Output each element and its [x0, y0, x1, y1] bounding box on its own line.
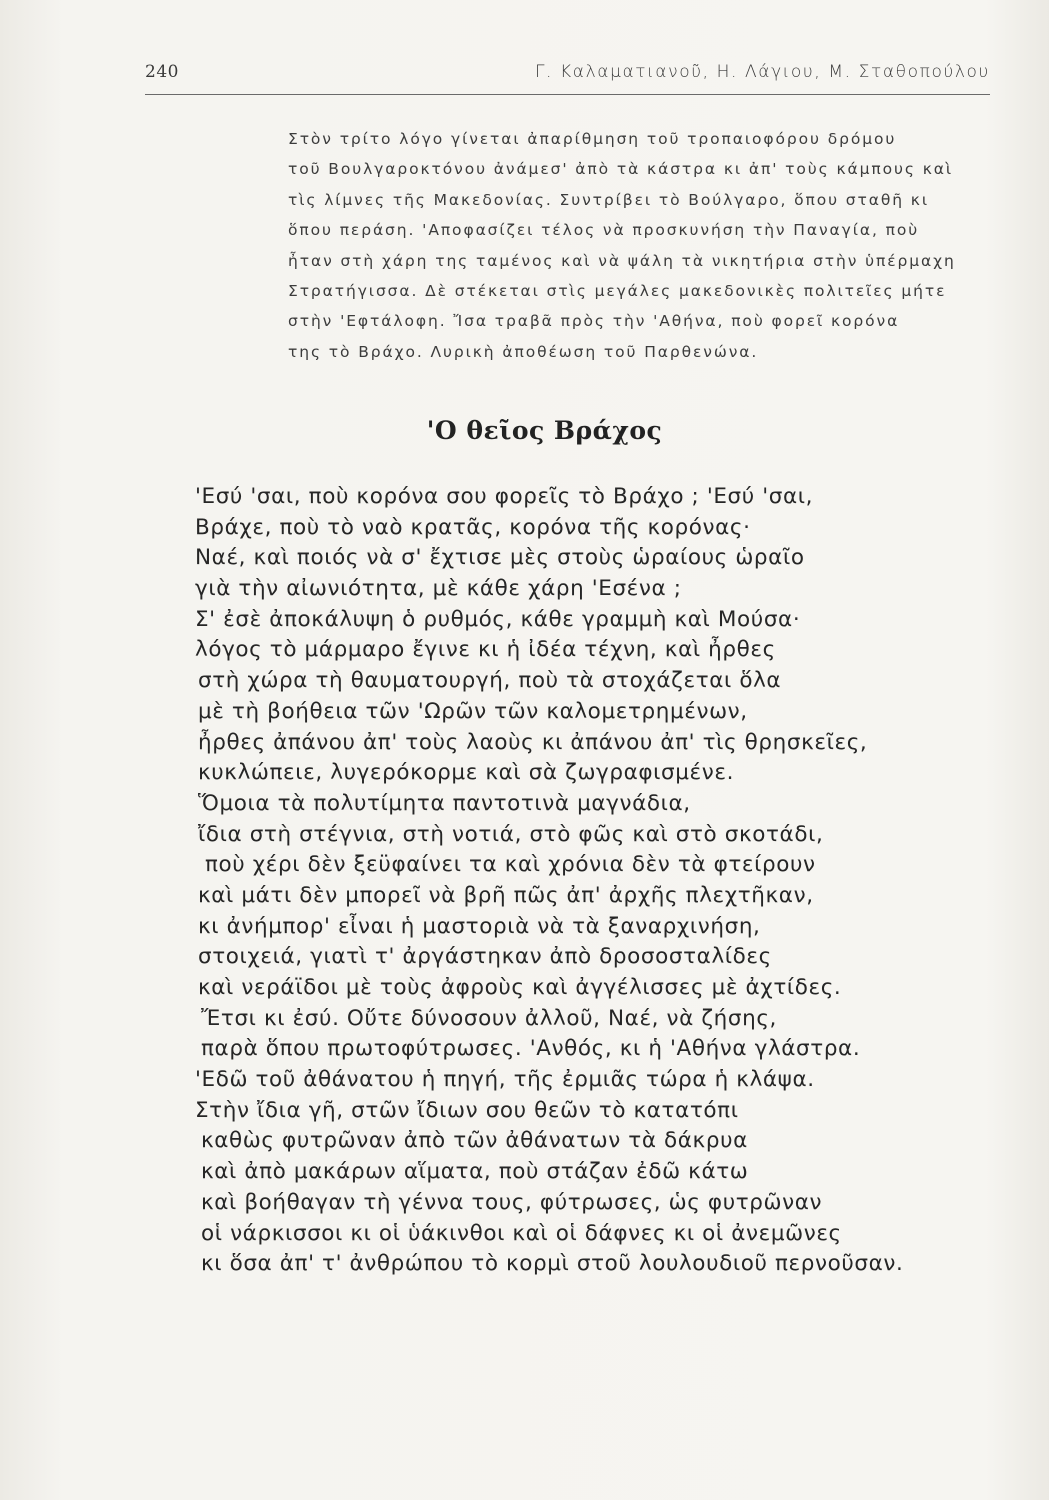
poem-line: καὶ μάτι δὲν μπορεῖ νὰ βρῆ πῶς ἀπ' ἀρχῆς πλεχτῆκαν,: [198, 882, 814, 908]
poem-line: στὴ χώρα τὴ θαυματουργή, ποὺ τὰ στοχάζεται ὅλα: [198, 668, 782, 694]
poem-line: Ὅμοια τὰ πολυτίμητα παντοτινὰ μαγνάδια,: [198, 790, 691, 816]
poem-line: κυκλώπειε, λυγερόκορμε καὶ σὰ ζωγραφισμένε.: [198, 760, 735, 786]
intro-line: τὶς λίμνες τῆς Μακεδονίας. Συντρίβει τὸ Βούλγαρο, ὅπου σταθῆ κι: [288, 190, 929, 209]
poem-line: Στὴν ἴδια γῆ, στῶν ἴδιων σου θεῶν τὸ κατατόπι: [195, 1097, 739, 1123]
poem-line: στοιχειά, γιατὶ τ' ἀργάστηκαν ἀπὸ δροσοσταλίδες: [198, 944, 772, 970]
page-header: [145, 62, 990, 94]
header-rule: [145, 94, 990, 95]
intro-line: Στὸν τρίτο λόγο γίνεται ἀπαρίθμηση τοῦ τροπαιοφόρου δρόμου: [288, 130, 897, 148]
poem-line: καὶ νεράϊδοι μὲ τοὺς ἀφροὺς καὶ ἀγγέλισσες μὲ ἀχτίδες.: [198, 975, 842, 1000]
running-head: Γ. Καλαματιανοῦ, Η. Λάγιου, Μ. Σταθοπούλου: [534, 62, 990, 82]
poem-line: Βράχε, ποὺ τὸ ναὸ κρατᾶς, κορόνα τῆς κορόνας·: [195, 514, 751, 540]
poem-line: μὲ τὴ βοήθεια τῶν 'Ωρῶν τῶν καλομετρημένων,: [198, 698, 748, 724]
poem-line: ποὺ χέρι δὲν ξεϋφαίνει τα καὶ χρόνια δὲν τὰ φτείρουν: [205, 852, 816, 878]
poem-line: κι ἀνήμπορ' εἶναι ἡ μαστοριὰ νὰ τὰ ξαναρχινήση,: [198, 913, 761, 939]
poem-line: καὶ βοήθαγαν τὴ γέννα τους, φύτρωσες, ὡς φυτρῶναν: [201, 1189, 823, 1215]
intro-line: στὴν 'Εφτάλοφη. Ἴσα τραβᾶ πρὸς τὴν 'Αθήνα, ποὺ φορεῖ κορόνα: [288, 312, 900, 331]
poem-line: 'Εδῶ τοῦ ἀθάνατου ἡ πηγή, τῆς ἐρμιᾶς τώρα ἡ κλάψα.: [195, 1067, 815, 1093]
poem-line: 'Εσύ 'σαι, ποὺ κορόνα σου φορεῖς τὸ Βράχο ; 'Εσύ 'σαι,: [195, 484, 814, 509]
intro-paragraph: [288, 124, 990, 367]
poem-line: οἱ νάρκισσοι κι οἱ ὑάκινθοι καὶ οἱ δάφνες κι οἱ ἀνεμῶνες: [201, 1220, 842, 1246]
poem-line: κι ὅσα ἀπ' τ' ἀνθρώπου τὸ κορμὶ στοῦ λουλουδιοῦ περνοῦσαν.: [201, 1251, 904, 1277]
intro-line: Στρατήγισσα. Δὲ στέκεται στὶς μεγάλες μακεδονικὲς πολιτεῖες μήτε: [288, 281, 947, 300]
intro-line: ὅπου περάση. 'Αποφασίζει τέλος νὰ προσκυνήση τὴν Παναγία, ποὺ: [288, 221, 920, 240]
poem-line: ἦρθες ἀπάνου ἀπ' τοὺς λαοὺς κι ἀπάνου ἀπ' τὶς θρησκεῖες,: [198, 729, 868, 755]
poem-line: Ναέ, καὶ ποιός νὰ σ' ἔχτισε μὲς στοὺς ὡραίους ὡραῖο: [195, 545, 805, 571]
poem-line: λόγος τὸ μάρμαρο ἔγινε κι ἡ ἰδέα τέχνη, καὶ ἦρθες: [195, 637, 776, 663]
intro-line: της τὸ Βράχο. Λυρικὴ ἀποθέωση τοῦ Παρθενώνα.: [288, 342, 759, 361]
intro-line: τοῦ Βουλγαροκτόνου ἀνάμεσ' ἀπὸ τὰ κάστρα κι ἀπ' τοὺς κάμπους καὶ: [288, 160, 954, 179]
poem-title: 'Ο θεῖος Βράχος: [426, 416, 663, 445]
poem-body: [195, 482, 995, 1280]
poem-line: καὶ ἀπὸ μακάρων αἵματα, ποὺ στάζαν ἐδῶ κάτω: [201, 1159, 749, 1185]
poem-line: Ἔτσι κι ἐσύ. Οὔτε δύνοσουν ἀλλοῦ, Ναέ, νὰ ζήσης,: [201, 1005, 777, 1031]
poem-line: ἴδια στὴ στέγνια, στὴ νοτιά, στὸ φῶς καὶ στὸ σκοτάδι,: [198, 821, 824, 847]
page-number: 240: [145, 62, 179, 82]
poem-line: γιὰ τὴν αἰωνιότητα, μὲ κάθε χάρη 'Εσένα ;: [195, 576, 682, 602]
poem-line: καθὼς φυτρῶναν ἀπὸ τῶν ἀθάνατων τὰ δάκρυα: [201, 1128, 748, 1154]
intro-line: ἦταν στὴ χάρη της ταμένος καὶ νὰ ψάλη τὰ νικητήρια στὴν ὑπέρμαχη: [288, 251, 956, 270]
poem-line: Σ' ἐσὲ ἀποκάλυψη ὁ ρυθμός, κάθε γραμμὴ καὶ Μούσα·: [195, 606, 801, 632]
poem-line: παρὰ ὅπου πρωτοφύτρωσες. 'Ανθός, κι ἡ 'Αθήνα γλάστρα.: [201, 1036, 861, 1062]
